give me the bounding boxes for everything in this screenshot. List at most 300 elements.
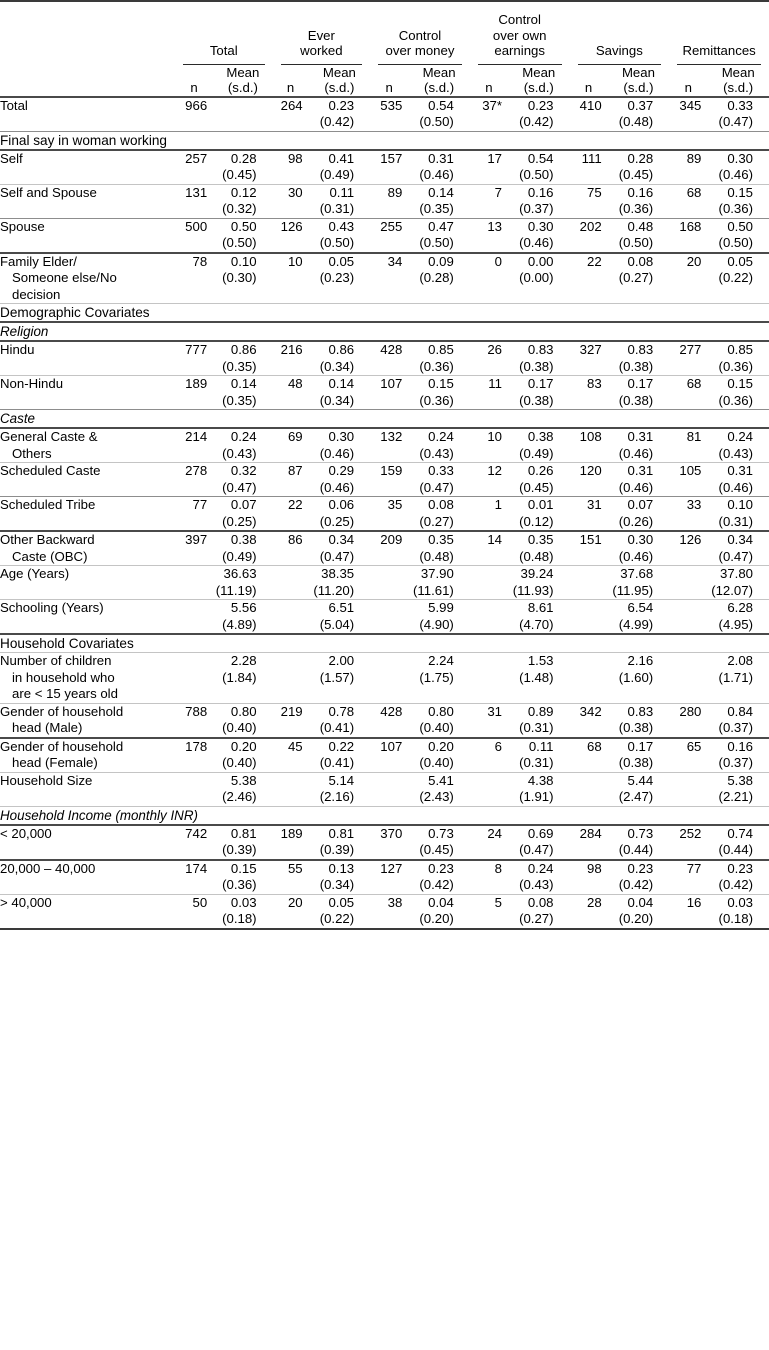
cell-mean: 0.32 bbox=[230, 463, 257, 478]
cell-n: 37* bbox=[482, 97, 502, 113]
cell-mean: 0.10 bbox=[727, 497, 753, 512]
cell-sd: (0.44) bbox=[718, 842, 753, 857]
cell-n: 30 bbox=[287, 184, 303, 200]
cell-sd: (0.36) bbox=[419, 358, 454, 374]
cell-sd: (0.31) bbox=[519, 755, 554, 770]
cell-sd: (11.93) bbox=[512, 582, 554, 598]
cell-mean: 1.53 bbox=[527, 653, 554, 668]
cell-mean: 0.23 bbox=[627, 860, 654, 876]
cell-mean: 0.30 bbox=[328, 429, 355, 444]
cell-mean-sd bbox=[707, 861, 769, 895]
cell-sd: (12.07) bbox=[711, 582, 753, 598]
subheader-control-money-n bbox=[370, 65, 408, 97]
cell-sd: (0.25) bbox=[222, 513, 257, 529]
cell-mean-sd bbox=[408, 600, 470, 634]
cell-mean: 0.22 bbox=[328, 738, 355, 754]
cell-mean: 4.38 bbox=[527, 772, 554, 788]
cell-sd: (0.36) bbox=[718, 201, 753, 216]
cell-sd: (0.23) bbox=[319, 270, 355, 285]
cell-sd: (0.00) bbox=[519, 270, 554, 285]
cell-mean: 0.29 bbox=[328, 463, 355, 478]
cell-n: 0 bbox=[494, 253, 502, 269]
cell-mean-sd bbox=[213, 342, 272, 376]
cell-n: 75 bbox=[587, 184, 602, 200]
cell-mean: 0.83 bbox=[627, 703, 654, 719]
subheader-control-earnings-n bbox=[470, 65, 508, 97]
cell-n: 255 bbox=[380, 218, 403, 234]
cell-n bbox=[570, 773, 608, 807]
cell-n: 87 bbox=[287, 463, 303, 478]
table-row bbox=[0, 773, 769, 807]
row-label bbox=[0, 98, 175, 132]
table-row bbox=[0, 653, 769, 703]
subheader-n-label: n bbox=[190, 80, 198, 95]
cell-n: 278 bbox=[185, 463, 208, 478]
group-header-remittances-label: Remittances bbox=[682, 43, 756, 58]
cell-mean-sd bbox=[508, 342, 570, 376]
cell-mean-sd bbox=[508, 98, 570, 132]
cell-mean-sd bbox=[213, 704, 272, 738]
cell-sd: (0.36) bbox=[222, 877, 257, 892]
cell-mean: 0.80 bbox=[230, 703, 257, 719]
cell-mean: 5.99 bbox=[428, 600, 454, 615]
cell-mean: 0.38 bbox=[230, 532, 257, 547]
cell-mean: 5.38 bbox=[727, 772, 753, 788]
cell-mean-sd bbox=[309, 704, 371, 738]
cell-mean: 0.24 bbox=[727, 429, 753, 444]
cell-mean-sd bbox=[408, 566, 470, 600]
cell-mean-sd bbox=[309, 151, 371, 185]
subheader-remittances-mean-sd bbox=[707, 65, 769, 97]
cell-mean: 0.14 bbox=[428, 184, 454, 200]
row-label-line: Gender of household bbox=[0, 703, 124, 719]
cell-sd: (0.36) bbox=[718, 392, 753, 408]
subheader-sd-label: (s.d.) bbox=[523, 80, 554, 95]
cell-sd: (0.20) bbox=[618, 911, 654, 926]
cell-n: 83 bbox=[587, 376, 602, 391]
cell-mean-sd bbox=[408, 185, 470, 219]
subheader-sd-label: (s.d.) bbox=[324, 80, 355, 95]
cell-sd: (11.61) bbox=[413, 582, 454, 598]
cell-sd: (0.47) bbox=[222, 479, 257, 495]
cell-sd: (0.46) bbox=[718, 167, 753, 182]
cell-n: 11 bbox=[488, 376, 502, 391]
row-label-line: decision bbox=[12, 286, 61, 302]
cell-mean: 37.80 bbox=[719, 566, 753, 581]
cell-mean: 0.73 bbox=[428, 825, 454, 841]
cell-n: 189 bbox=[185, 376, 208, 391]
cell-mean: 2.00 bbox=[328, 653, 355, 668]
cell-mean: 0.11 bbox=[329, 184, 355, 200]
cell-mean: 0.41 bbox=[328, 150, 355, 166]
cell-mean-sd bbox=[213, 895, 272, 929]
cell-sd: (0.43) bbox=[519, 877, 554, 892]
cell-mean-sd bbox=[309, 342, 371, 376]
cell-mean-sd bbox=[213, 497, 272, 531]
cell-mean-sd bbox=[408, 219, 470, 253]
cell-n: 178 bbox=[185, 738, 208, 754]
cell-mean-sd bbox=[408, 861, 470, 895]
cell-n: 69 bbox=[287, 429, 303, 444]
cell-mean-sd bbox=[508, 463, 570, 497]
cell-mean-sd bbox=[608, 463, 670, 497]
cell-sd: (0.45) bbox=[519, 479, 554, 495]
cell-mean-sd bbox=[608, 566, 670, 600]
cell-n: 209 bbox=[380, 532, 403, 547]
cell-sd: (0.28) bbox=[419, 270, 454, 285]
cell-mean-sd bbox=[309, 861, 371, 895]
cell-sd: (2.46) bbox=[222, 789, 257, 804]
cell-mean-sd bbox=[508, 185, 570, 219]
cell-mean-sd bbox=[707, 704, 769, 738]
cell-mean-sd bbox=[213, 532, 272, 566]
cell-sd: (0.41) bbox=[319, 720, 355, 735]
cell-sd: (0.37) bbox=[519, 201, 554, 216]
cell-mean-sd bbox=[608, 376, 670, 410]
cell-mean-sd bbox=[707, 429, 769, 463]
section-header-label: Demographic Covariates bbox=[0, 305, 150, 320]
row-label-line: Self and Spouse bbox=[0, 184, 97, 200]
row-label-line: Number of children bbox=[0, 653, 112, 668]
cell-mean: 6.51 bbox=[328, 600, 355, 615]
cell-mean-sd bbox=[707, 600, 769, 634]
table-row bbox=[0, 463, 769, 497]
cell-sd: (11.20) bbox=[313, 582, 355, 598]
cell-mean: 0.07 bbox=[627, 497, 654, 512]
cell-mean-sd bbox=[707, 219, 769, 253]
row-label-line: are < 15 years old bbox=[12, 686, 118, 701]
cell-n: 126 bbox=[280, 218, 303, 234]
cell-mean-sd bbox=[707, 185, 769, 219]
cell-mean-sd bbox=[213, 98, 272, 132]
cell-n: 35 bbox=[387, 497, 403, 512]
cell-mean-sd bbox=[608, 98, 670, 132]
cell-sd: (0.34) bbox=[319, 392, 355, 408]
cell-mean-sd bbox=[707, 254, 769, 304]
cell-sd: (5.04) bbox=[319, 616, 355, 632]
cell-sd: (0.49) bbox=[519, 445, 554, 461]
subcolumn-header-row bbox=[0, 65, 769, 97]
table-row bbox=[0, 739, 769, 773]
cell-sd: (0.39) bbox=[222, 842, 257, 857]
table-row bbox=[0, 429, 769, 463]
cell-mean-sd bbox=[707, 497, 769, 531]
cell-mean: 0.23 bbox=[527, 97, 554, 113]
row-label-line: Non-Hindu bbox=[0, 376, 64, 391]
cell-sd: (0.47) bbox=[319, 548, 355, 564]
cell-n bbox=[273, 653, 309, 703]
table-row bbox=[0, 861, 769, 895]
cell-mean: 5.56 bbox=[230, 600, 257, 615]
cell-mean-sd bbox=[408, 342, 470, 376]
cell-mean: 37.90 bbox=[420, 566, 454, 581]
cell-mean: 0.15 bbox=[230, 860, 257, 876]
cell-sd: (1.91) bbox=[519, 789, 554, 804]
cell-mean-sd bbox=[309, 566, 371, 600]
cell-mean-sd bbox=[408, 151, 470, 185]
cell-sd: (0.46) bbox=[319, 445, 355, 461]
cell-mean: 39.24 bbox=[520, 566, 554, 581]
table-row bbox=[0, 342, 769, 376]
cell-sd: (0.37) bbox=[718, 755, 753, 770]
cell-mean-sd bbox=[508, 532, 570, 566]
cell-mean: 2.24 bbox=[428, 653, 454, 668]
cell-mean-sd bbox=[707, 376, 769, 410]
cell-mean-sd bbox=[608, 739, 670, 773]
row-label bbox=[0, 219, 175, 253]
cell-sd: (2.47) bbox=[618, 789, 654, 804]
cell-n: 68 bbox=[686, 184, 702, 200]
cell-mean: 0.80 bbox=[428, 703, 454, 719]
cell-n: 10 bbox=[487, 429, 502, 444]
subheader-n-label: n bbox=[485, 80, 493, 95]
subheader-mean-label: Mean bbox=[721, 64, 755, 80]
cell-mean: 0.83 bbox=[527, 342, 554, 357]
group-header-ever-worked-line1: Ever bbox=[307, 27, 335, 43]
cell-mean: 0.23 bbox=[727, 860, 753, 876]
cell-mean: 0.38 bbox=[527, 429, 554, 444]
cell-sd: (0.38) bbox=[618, 358, 654, 374]
cell-mean: 0.28 bbox=[627, 150, 654, 166]
section-header-label: Final say in woman working bbox=[0, 132, 167, 148]
cell-n bbox=[273, 773, 309, 807]
cell-n: 214 bbox=[185, 429, 208, 444]
cell-mean-sd bbox=[508, 429, 570, 463]
row-label-line: Hindu bbox=[0, 342, 35, 357]
cell-mean-sd bbox=[408, 376, 470, 410]
cell-mean: 0.31 bbox=[627, 429, 654, 444]
row-label-line: Scheduled Caste bbox=[0, 463, 101, 478]
row-label-line: Household Size bbox=[0, 772, 93, 788]
cell-mean: 0.08 bbox=[527, 894, 554, 910]
cell-sd: (0.27) bbox=[618, 270, 654, 285]
table-row bbox=[0, 219, 769, 253]
row-label bbox=[0, 739, 175, 773]
subsection-header-label: Household Income (monthly INR) bbox=[0, 807, 198, 823]
cell-sd: (0.31) bbox=[319, 201, 355, 216]
cell-n bbox=[273, 600, 309, 634]
subheader-control-earnings-mean-sd bbox=[508, 65, 570, 97]
cell-sd: (0.43) bbox=[222, 445, 257, 461]
cell-n: 98 bbox=[587, 860, 602, 876]
cell-n: 17 bbox=[487, 150, 502, 166]
cell-mean-sd bbox=[309, 98, 371, 132]
cell-sd: (0.48) bbox=[519, 548, 554, 564]
cell-mean-sd bbox=[508, 826, 570, 860]
cell-n: 38 bbox=[387, 894, 403, 910]
cell-n: 327 bbox=[579, 342, 602, 357]
cell-mean-sd bbox=[508, 773, 570, 807]
cell-mean: 0.69 bbox=[527, 825, 554, 841]
cell-n: 120 bbox=[579, 463, 602, 478]
row-label bbox=[0, 704, 175, 738]
cell-n bbox=[370, 773, 408, 807]
cell-n: 105 bbox=[679, 463, 702, 478]
cell-n: 370 bbox=[380, 825, 403, 841]
row-label bbox=[0, 861, 175, 895]
cell-n: 257 bbox=[185, 150, 208, 166]
cell-n: 68 bbox=[587, 738, 602, 754]
cell-n: 81 bbox=[686, 429, 702, 444]
cell-n: 5 bbox=[494, 894, 502, 910]
row-label bbox=[0, 429, 175, 463]
subsection-header-label: Caste bbox=[0, 411, 35, 426]
table-row bbox=[0, 826, 769, 860]
cell-sd: (0.45) bbox=[419, 842, 454, 857]
cell-n: 7 bbox=[494, 184, 502, 200]
cell-mean-sd bbox=[213, 826, 272, 860]
table-row bbox=[0, 376, 769, 410]
cell-sd: (0.50) bbox=[222, 235, 257, 250]
subsection-header-row bbox=[0, 323, 769, 341]
cell-mean: 0.33 bbox=[727, 97, 753, 113]
cell-mean-sd bbox=[408, 98, 470, 132]
subheader-mean-label: Mean bbox=[322, 64, 356, 80]
cell-sd: (2.21) bbox=[718, 789, 753, 804]
cell-sd: (0.43) bbox=[419, 445, 454, 461]
cell-n: 98 bbox=[287, 150, 303, 166]
cell-mean-sd bbox=[213, 219, 272, 253]
cell-mean-sd bbox=[309, 826, 371, 860]
row-label bbox=[0, 185, 175, 219]
cell-n: 252 bbox=[679, 825, 702, 841]
cell-sd: (0.42) bbox=[618, 877, 654, 892]
cell-n: 132 bbox=[380, 429, 403, 444]
cell-sd: (0.46) bbox=[419, 167, 454, 182]
cell-n: 14 bbox=[487, 532, 502, 547]
subheader-total-n bbox=[175, 65, 213, 97]
cell-mean-sd bbox=[309, 773, 371, 807]
cell-sd: (0.48) bbox=[419, 548, 454, 564]
row-label bbox=[0, 600, 175, 634]
cell-sd: (0.47) bbox=[718, 114, 753, 129]
cell-mean: 0.81 bbox=[230, 825, 257, 841]
cell-mean-sd bbox=[213, 861, 272, 895]
row-label-line: Spouse bbox=[0, 218, 45, 234]
cell-n: 13 bbox=[487, 218, 502, 234]
subheader-mean-label: Mean bbox=[422, 64, 456, 80]
cell-mean: 0.14 bbox=[230, 376, 257, 391]
cell-sd: (0.26) bbox=[618, 513, 654, 529]
cell-mean: 0.08 bbox=[428, 497, 454, 512]
cell-mean: 0.08 bbox=[627, 253, 654, 269]
subheader-ever-worked-n bbox=[273, 65, 309, 97]
cell-sd: (0.47) bbox=[718, 548, 753, 564]
cell-mean-sd bbox=[408, 739, 470, 773]
cell-mean: 6.54 bbox=[627, 600, 654, 615]
cell-mean-sd bbox=[608, 704, 670, 738]
subheader-n-label: n bbox=[385, 80, 393, 95]
subheader-mean-label: Mean bbox=[522, 64, 556, 80]
row-label-line: Gender of household bbox=[0, 738, 124, 754]
cell-sd: (0.50) bbox=[718, 235, 753, 250]
subheader-savings-n bbox=[570, 65, 608, 97]
subsection-header-row bbox=[0, 410, 769, 428]
cell-mean-sd bbox=[508, 497, 570, 531]
cell-mean: 0.33 bbox=[428, 463, 454, 478]
cell-mean: 0.23 bbox=[428, 860, 454, 876]
cell-n: 12 bbox=[487, 463, 502, 478]
cell-mean-sd bbox=[608, 653, 670, 703]
cell-n: 89 bbox=[686, 150, 702, 166]
row-label bbox=[0, 653, 175, 703]
cell-mean: 0.17 bbox=[527, 376, 554, 391]
cell-mean-sd bbox=[608, 773, 670, 807]
cell-n: 28 bbox=[587, 894, 602, 910]
cell-mean-sd bbox=[309, 463, 371, 497]
cell-n: 219 bbox=[280, 703, 303, 719]
cell-mean: 0.54 bbox=[527, 150, 554, 166]
cell-mean: 0.15 bbox=[727, 376, 753, 391]
cell-n: 742 bbox=[185, 825, 208, 841]
cell-mean: 0.20 bbox=[230, 738, 257, 754]
cell-mean-sd bbox=[707, 151, 769, 185]
cell-mean-sd bbox=[408, 497, 470, 531]
cell-n: 55 bbox=[287, 860, 303, 876]
cell-n: 410 bbox=[579, 97, 602, 113]
cell-mean-sd bbox=[508, 739, 570, 773]
cell-sd: (0.18) bbox=[222, 911, 257, 926]
cell-mean-sd bbox=[408, 532, 470, 566]
cell-sd: (0.35) bbox=[419, 201, 454, 216]
row-label-line: 20,000 – 40,000 bbox=[0, 860, 96, 876]
corner-cell bbox=[0, 12, 175, 59]
cell-n bbox=[470, 653, 508, 703]
cell-sd: (0.36) bbox=[419, 392, 454, 408]
subheader-ever-worked-mean-sd bbox=[309, 65, 371, 97]
cell-mean: 0.05 bbox=[328, 253, 355, 269]
cell-mean-sd bbox=[707, 566, 769, 600]
cell-mean: 0.35 bbox=[428, 532, 454, 547]
cell-mean: 0.35 bbox=[527, 532, 554, 547]
cell-mean-sd bbox=[707, 895, 769, 929]
subheader-spacer bbox=[0, 65, 175, 97]
cell-n bbox=[370, 600, 408, 634]
cell-n: 86 bbox=[287, 532, 303, 547]
cell-n: 50 bbox=[192, 894, 208, 910]
cell-mean-sd bbox=[608, 532, 670, 566]
cell-mean-sd bbox=[408, 895, 470, 929]
subheader-remittances-n bbox=[669, 65, 707, 97]
row-label bbox=[0, 376, 175, 410]
cell-n: 1 bbox=[494, 497, 502, 512]
table-bottom-rule bbox=[0, 929, 769, 930]
cell-mean: 6.28 bbox=[727, 600, 753, 615]
cell-n: 159 bbox=[380, 463, 403, 478]
cell-sd: (4.70) bbox=[519, 616, 554, 632]
cell-mean-sd bbox=[707, 653, 769, 703]
cell-mean: 0.74 bbox=[727, 825, 753, 841]
table-body bbox=[0, 98, 769, 929]
cell-n: 966 bbox=[185, 97, 208, 113]
table-row bbox=[0, 497, 769, 531]
cell-mean-sd bbox=[213, 463, 272, 497]
cell-sd: (0.50) bbox=[618, 235, 654, 250]
cell-sd: (0.32) bbox=[222, 201, 257, 216]
cell-mean-sd bbox=[309, 376, 371, 410]
cell-n: 107 bbox=[380, 738, 403, 754]
cell-mean: 36.63 bbox=[223, 566, 257, 581]
subheader-sd-label: (s.d.) bbox=[723, 80, 754, 95]
subheader-n-label: n bbox=[286, 80, 295, 95]
cell-n bbox=[470, 600, 508, 634]
cell-n: 89 bbox=[387, 184, 403, 200]
cell-sd: (0.31) bbox=[718, 513, 753, 529]
cell-mean-sd bbox=[707, 463, 769, 497]
cell-mean: 0.03 bbox=[727, 894, 753, 910]
cell-mean: 0.73 bbox=[627, 825, 654, 841]
cell-n bbox=[175, 773, 213, 807]
